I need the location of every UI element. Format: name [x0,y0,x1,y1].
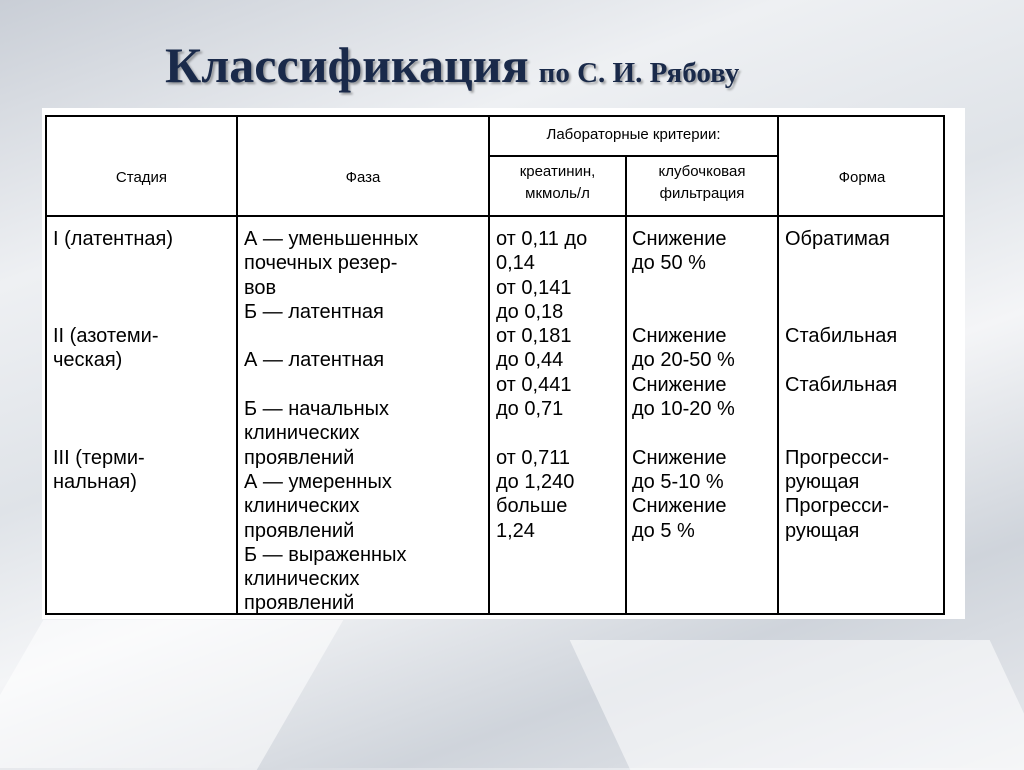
cell-line: Обратимая [785,228,890,250]
cell-line [53,421,173,445]
cell-line: ческая) [53,349,123,372]
cell-line: Б — начальных [244,398,390,421]
cell-line: клинических [244,422,360,445]
header-phase: Фаза [345,169,381,186]
header-creatinine [490,161,625,205]
cell-line: до 0,18 [496,300,564,323]
cell-line: Снижение [632,495,727,518]
cell-line [53,276,173,300]
cell-line [244,324,418,348]
column-creatinine [496,227,587,543]
header-gfr-label: клубочковая [658,163,746,180]
cell-line: проявлений [244,519,355,542]
cell-line [53,397,173,421]
cell-line: до 5 % [632,519,695,542]
cell-line [785,300,897,324]
cell-line: до 50 % [632,252,706,275]
cell-line: от 0,141 [496,276,572,299]
cell-line: до 10-20 % [632,398,735,421]
cell-line: до 0,44 [496,349,564,372]
cell-line: от 0,711 [496,446,570,469]
cell-line: до 20-50 % [632,349,735,372]
background-decoration [570,640,1024,770]
header-form: Форма [838,169,886,186]
cell-line [496,421,587,445]
cell-line: рующая [785,519,860,542]
cell-line [632,421,735,445]
cell-line: больше [496,495,568,518]
column-form [785,227,897,543]
cell-line: А — уменьшенных [244,228,419,250]
cell-line [785,348,897,372]
title-main: Классификация [165,37,529,93]
title-author: по С. И. Рябову [538,57,740,89]
cell-line: от 0,11 до [496,228,588,250]
divider [488,155,779,157]
cell-line: рующая [785,470,860,493]
divider [625,155,627,613]
cell-line [785,397,897,421]
cell-line: II (азотеми- [53,325,159,348]
cell-line: проявлений [244,446,355,469]
cell-line: до 5-10 % [632,470,724,493]
cell-line: почечных резер- [244,252,398,275]
cell-line: до 1,240 [496,470,575,493]
cell-line: от 0,181 [496,325,572,348]
column-phase [244,227,418,616]
cell-line: вов [244,276,277,299]
divider [47,215,943,217]
classification-table [45,115,945,615]
cell-line [632,276,735,300]
header-creatinine-unit: мкмоль/л [525,185,590,202]
cell-line: Прогресси- [785,495,889,518]
background-decoration [0,620,343,770]
cell-line: Б — латентная [244,300,384,323]
cell-line [785,421,897,445]
cell-line: Стабильная [785,373,898,396]
cell-line: 0,14 [496,252,535,275]
cell-line: Снижение [632,325,727,348]
cell-line: Снижение [632,446,727,469]
cell-line: проявлений [244,592,355,615]
header-creatinine-label: креатинин, [519,163,596,180]
cell-line [785,251,897,275]
cell-line: Снижение [632,228,727,250]
cell-line [785,276,897,300]
cell-line [53,300,173,324]
cell-line: Стабильная [785,325,898,348]
cell-line: до 0,71 [496,398,564,421]
cell-line: нальная) [53,470,137,493]
cell-line: от 0,441 [496,373,572,396]
cell-line [244,373,418,397]
cell-line [53,251,173,275]
cell-line: Прогресси- [785,446,889,469]
cell-line: А — умеренных [244,470,392,493]
header-gfr-label2: фильтрация [659,185,745,202]
cell-line: А — латентная [244,349,385,372]
cell-line: 1,24 [496,519,535,542]
divider [236,117,238,613]
cell-line: I (латентная) [53,228,174,250]
cell-line [632,300,735,324]
header-stage: Стадия [115,169,168,186]
slide-title [165,36,739,94]
cell-line [53,373,173,397]
header-lab-criteria: Лабораторные критерии: [546,126,721,143]
cell-line: Б — выраженных [244,543,407,566]
divider [777,117,779,613]
header-gfr [627,161,777,205]
cell-line: клинических [244,495,360,518]
cell-line: клинических [244,568,360,591]
column-stage [53,227,173,494]
column-gfr [632,227,735,543]
cell-line: Снижение [632,373,727,396]
cell-line: III (терми- [53,446,145,469]
